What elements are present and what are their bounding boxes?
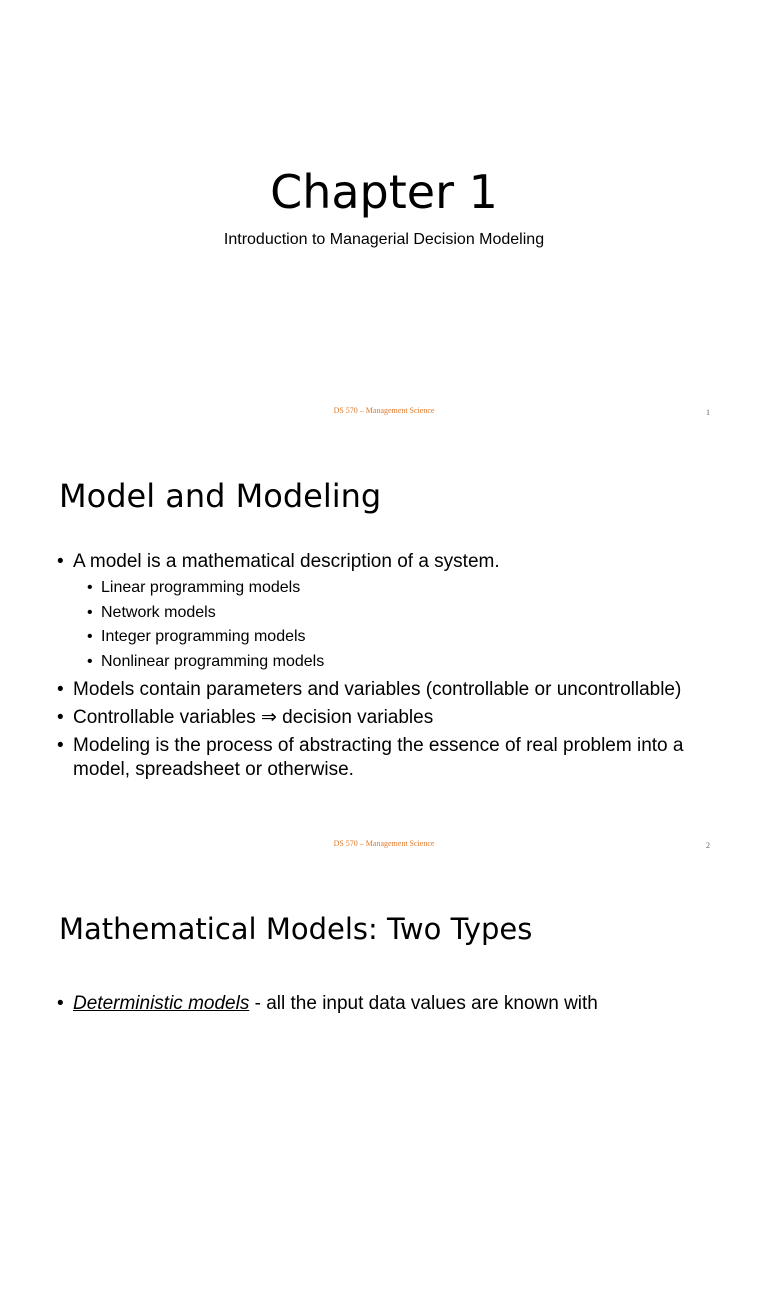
bullet-item: • Modeling is the process of abstracting the essence of real problem into a model, spreadsheet or otherwise.: [57, 734, 717, 782]
bullet-list: [57, 550, 717, 786]
slide-subtitle: Introduction to Managerial Decision Modeling: [223, 231, 545, 248]
bullet-item: [57, 992, 717, 1016]
slide-footer: DS 570 – Management Science: [333, 406, 435, 415]
bullet-item: • Controllable variables ⇒ decision variables: [57, 706, 717, 730]
term-deterministic-models: Deterministic models: [73, 993, 250, 1014]
sub-bullet-item: • Integer programming models: [73, 625, 717, 650]
sub-bullet-list: [73, 576, 717, 674]
sub-bullet-item: • Linear programming models: [73, 576, 717, 601]
page-number: 2: [706, 841, 710, 850]
slide-title: Chapter 1: [270, 165, 498, 219]
slide-3: [0, 866, 768, 1298]
slide-footer: DS 570 – Management Science: [333, 839, 435, 848]
bullet-text: A model is a mathematical description of a system.: [73, 551, 500, 572]
slide-title: Model and Modeling: [59, 477, 382, 515]
slide-1: [0, 0, 768, 432]
sub-bullet-item: • Nonlinear programming models: [73, 650, 717, 675]
bullet-item: [57, 550, 717, 674]
bullet-text: - all the input data values are known with: [249, 993, 598, 1014]
slide-title: Mathematical Models: Two Types: [59, 912, 533, 946]
bullet-item: • Models contain parameters and variables (controllable or uncontrollable): [57, 678, 717, 702]
page-number: 1: [706, 408, 710, 417]
bullet-list: [57, 992, 717, 1020]
slide-2: [0, 433, 768, 865]
sub-bullet-item: • Network models: [73, 601, 717, 626]
